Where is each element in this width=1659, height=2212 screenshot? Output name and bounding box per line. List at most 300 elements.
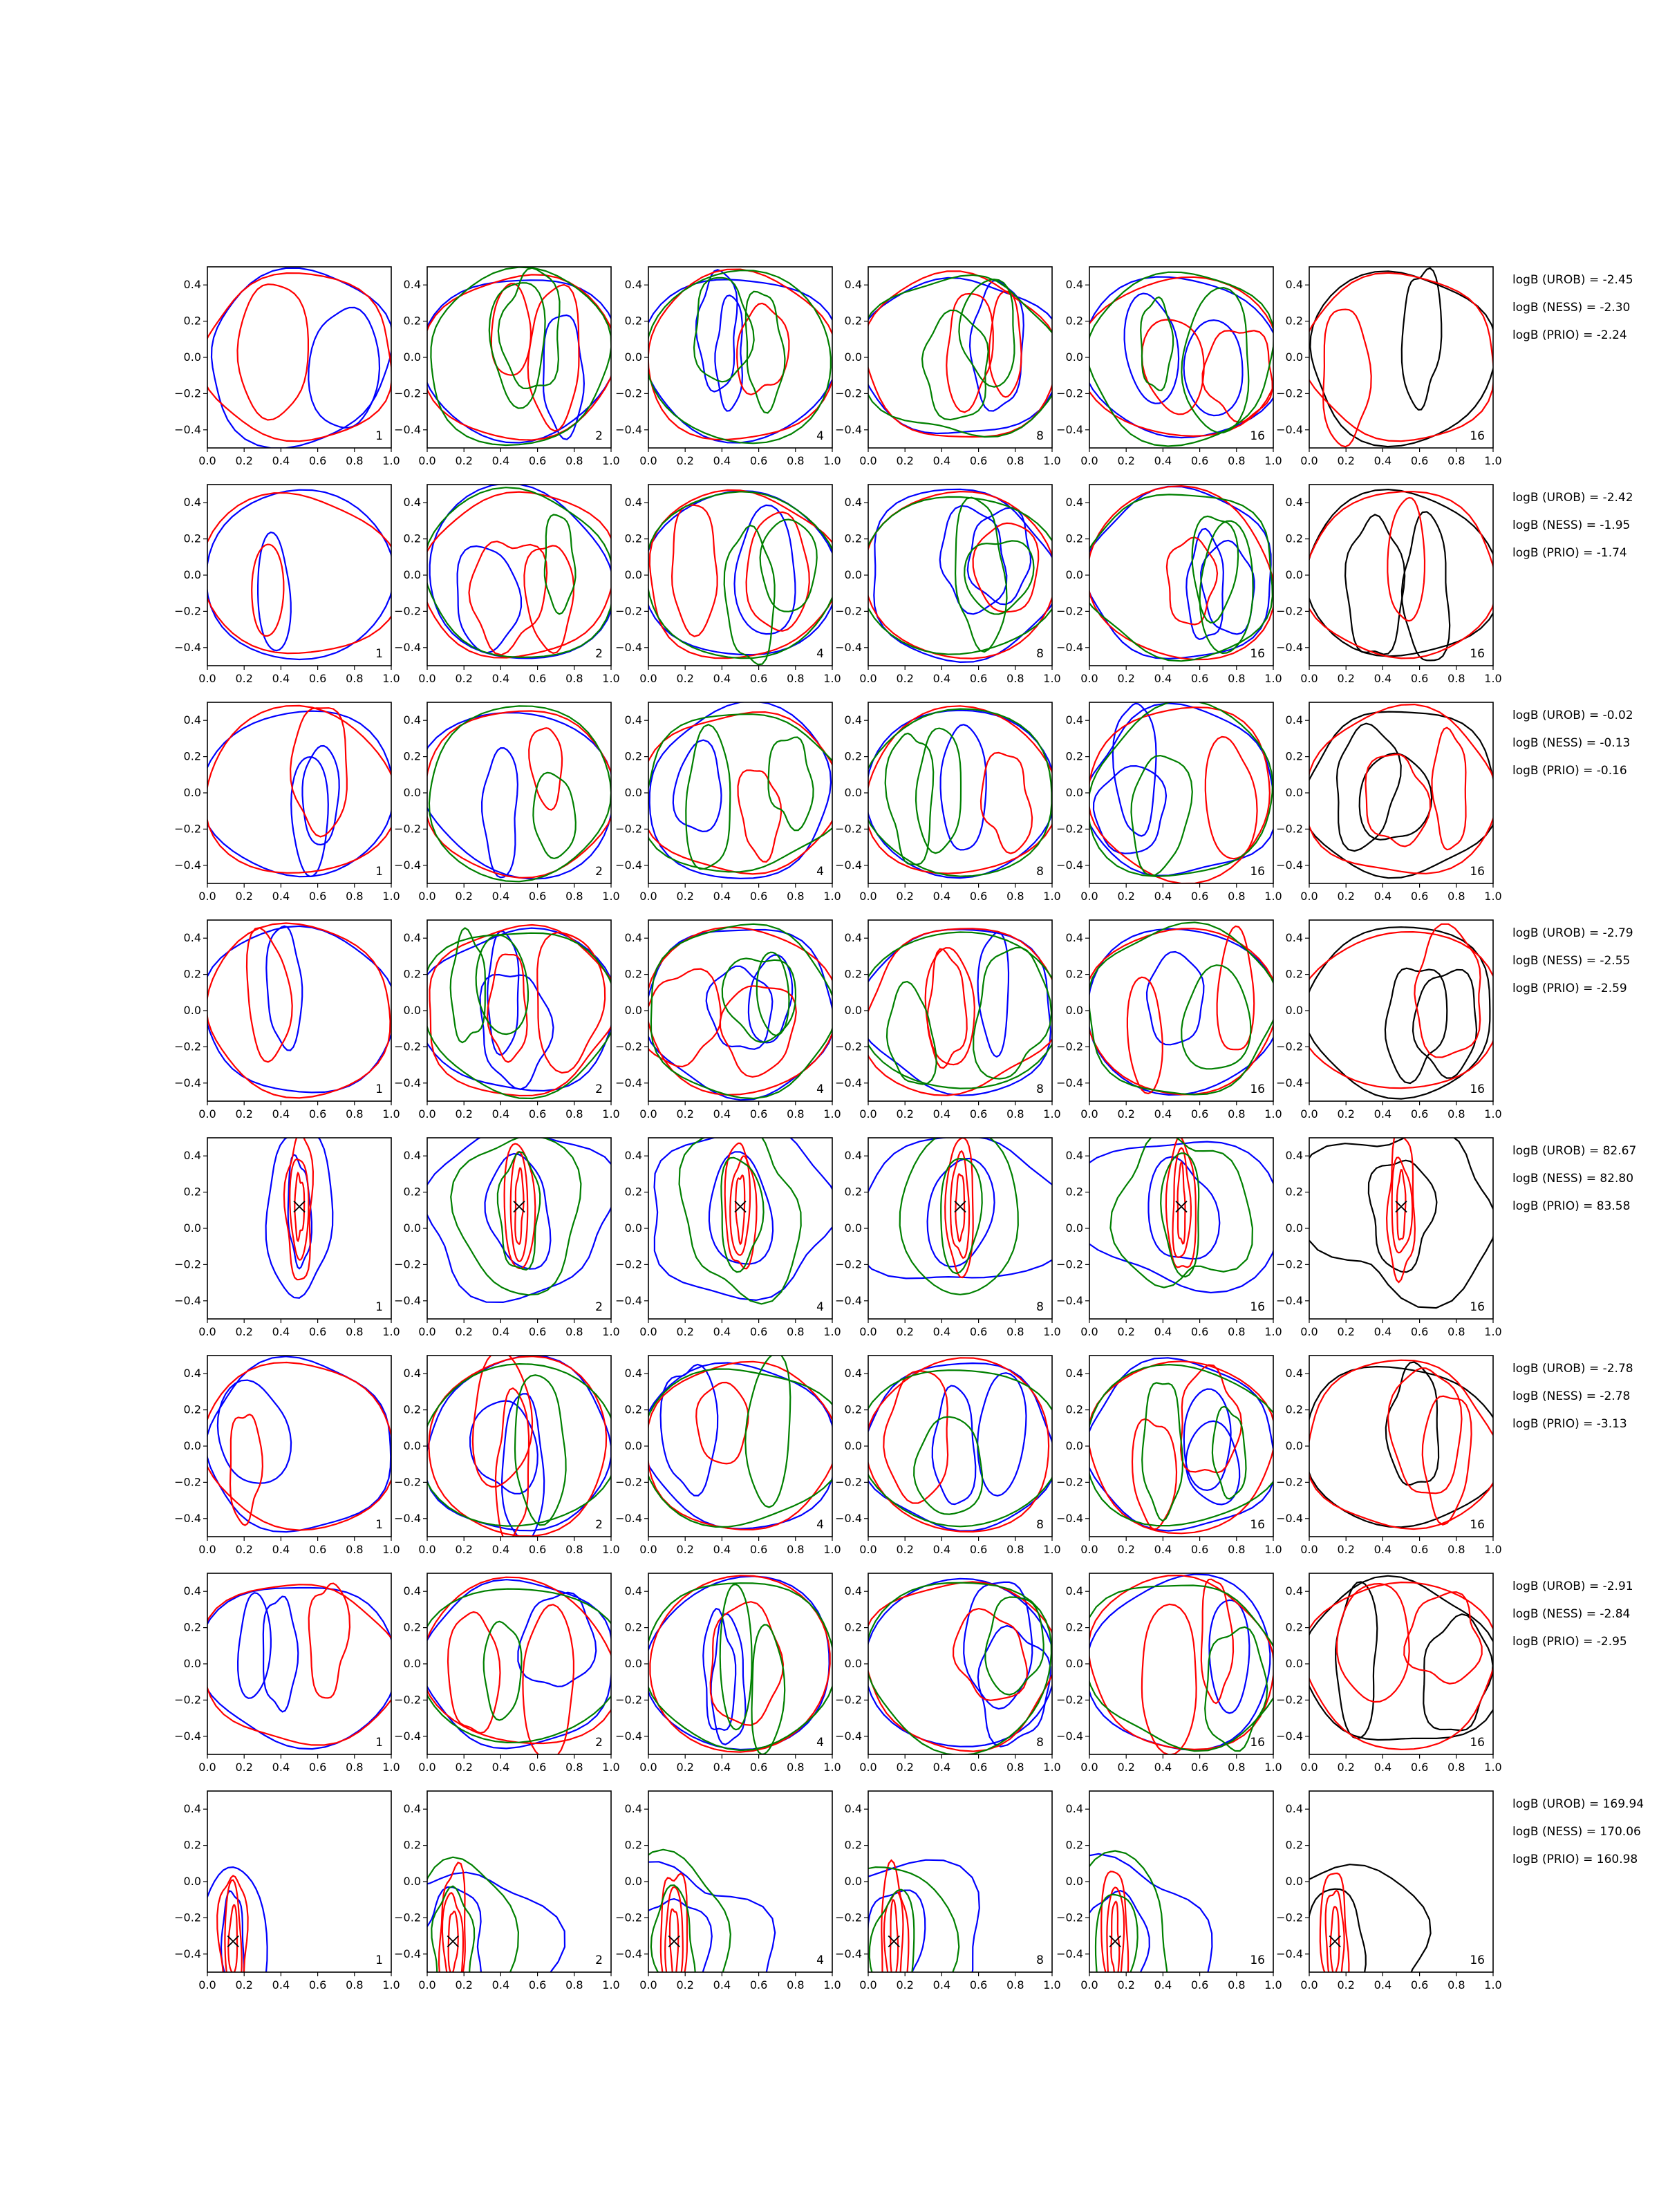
red-contour <box>252 545 283 636</box>
subplot-r8-c3 <box>566 1791 841 2045</box>
x-tick-label: 1.0 <box>1043 890 1061 903</box>
y-tick-label: −0.2 <box>174 1257 201 1271</box>
x-tick-label: 0.4 <box>713 454 731 467</box>
y-tick-label: 0.4 <box>403 1367 421 1380</box>
y-tick-label: −0.2 <box>1276 604 1303 618</box>
x-tick-label: 0.2 <box>1117 890 1135 903</box>
y-tick-label: −0.4 <box>174 422 201 436</box>
x-tick-label: 1.0 <box>1043 1325 1061 1338</box>
green-contour <box>859 275 1063 437</box>
y-tick-label: 0.0 <box>403 1439 421 1452</box>
y-tick-label: 0.0 <box>403 350 421 364</box>
y-tick-label: −0.2 <box>1276 386 1303 400</box>
subplot-r2-c6 <box>1276 485 1502 685</box>
logB-annotation: logB (UROB) = -2.78 <box>1512 1362 1633 1376</box>
green-contour <box>451 928 485 1043</box>
x-tick-label: 0.8 <box>1228 1543 1246 1556</box>
x-tick-label: 0.2 <box>676 1761 694 1774</box>
blue-contour <box>266 1132 333 1298</box>
subplot-r8-c1 <box>174 1791 400 2023</box>
y-tick-label: −0.4 <box>1276 1293 1303 1307</box>
subplot-r2-c1 <box>174 485 402 685</box>
x-tick-label: 0.6 <box>969 1978 988 1991</box>
x-tick-label: 0.4 <box>272 1543 290 1556</box>
x-tick-label: 1.0 <box>1043 672 1061 685</box>
x-tick-label: 1.0 <box>1264 1325 1282 1338</box>
y-tick-label: −0.2 <box>1056 822 1083 836</box>
y-tick-label: 0.4 <box>403 496 421 509</box>
x-tick-label: 0.8 <box>787 1761 805 1774</box>
y-tick-label: 0.4 <box>844 278 862 292</box>
x-tick-label: 0.4 <box>1374 1543 1392 1556</box>
x-tick-label: 0.2 <box>235 1761 253 1774</box>
green-contour <box>1181 965 1250 1069</box>
subplot-r2-c5 <box>1056 485 1282 685</box>
y-tick-label: 0.4 <box>1285 1584 1303 1598</box>
x-tick-label: 0.8 <box>787 1543 805 1556</box>
y-tick-label: 0.4 <box>403 1149 421 1163</box>
y-tick-label: 0.0 <box>183 1657 201 1670</box>
y-tick-label: 0.0 <box>1285 1657 1303 1670</box>
subplot-corner-label: 4 <box>816 1736 824 1750</box>
y-tick-label: 0.2 <box>1285 1403 1303 1416</box>
x-tick-label: 0.6 <box>1410 672 1429 685</box>
y-tick-label: 0.2 <box>1065 1838 1083 1852</box>
x-tick-label: 0.6 <box>749 672 768 685</box>
logB-annotation: logB (NESS) = -2.84 <box>1512 1607 1631 1621</box>
logB-annotation: logB (PRIO) = -1.74 <box>1512 546 1627 560</box>
y-tick-label: −0.4 <box>1056 640 1083 654</box>
x-tick-label: 1.0 <box>1484 1761 1502 1774</box>
red-contour <box>981 753 1032 854</box>
y-tick-label: −0.4 <box>615 1293 642 1307</box>
y-tick-label: −0.4 <box>394 1511 421 1525</box>
x-tick-label: 0.0 <box>198 672 216 685</box>
red-contour <box>422 274 617 440</box>
contour-lines <box>856 271 1063 437</box>
x-tick-label: 0.8 <box>346 890 364 903</box>
blue-contour <box>661 1365 718 1496</box>
x-tick-label: 0.2 <box>676 672 694 685</box>
y-tick-label: 0.4 <box>624 1367 642 1380</box>
subplot-r5-c4 <box>835 1130 1076 1338</box>
logB-annotation: logB (PRIO) = -2.59 <box>1512 982 1627 995</box>
x-tick-label: 0.6 <box>1410 1107 1429 1121</box>
logB-annotation: logB (PRIO) = 83.58 <box>1512 1199 1631 1213</box>
x-tick-label: 0.6 <box>308 1543 327 1556</box>
red-contour <box>1323 310 1371 447</box>
x-tick-label: 0.4 <box>1374 454 1392 467</box>
y-tick-label: 0.4 <box>183 931 201 945</box>
subplot-corner-label: 2 <box>595 865 603 879</box>
red-contour <box>1404 1592 1481 1684</box>
y-tick-label: −0.4 <box>1276 1729 1303 1743</box>
contour-lines <box>644 1575 835 1754</box>
green-contour <box>861 709 1051 877</box>
subplot-r6-c4 <box>835 1356 1062 1556</box>
subplot-corner-label: 1 <box>375 647 383 661</box>
y-tick-label: 0.0 <box>1285 1875 1303 1888</box>
x-tick-label: 0.8 <box>1447 1761 1465 1774</box>
x-tick-label: 0.8 <box>1228 1978 1246 1991</box>
y-tick-label: 0.0 <box>624 350 642 364</box>
x-tick-label: 1.0 <box>602 1761 620 1774</box>
y-tick-label: −0.4 <box>1276 640 1303 654</box>
black-contour <box>1306 489 1500 656</box>
x-tick-label: 0.4 <box>491 1761 510 1774</box>
x-tick-label: 0.4 <box>932 672 951 685</box>
y-tick-label: −0.2 <box>835 386 862 400</box>
blue-contour <box>644 930 834 1100</box>
x-tick-label: 1.0 <box>1264 1978 1282 1991</box>
blue-contour <box>977 1373 1026 1496</box>
y-tick-label: −0.2 <box>615 1475 642 1489</box>
x-tick-label: 0.8 <box>346 1543 364 1556</box>
x-tick-label: 0.6 <box>528 672 547 685</box>
y-tick-label: 0.4 <box>844 1149 862 1163</box>
y-tick-label: 0.2 <box>624 967 642 981</box>
x-tick-label: 0.0 <box>1080 1107 1098 1121</box>
subplot-r6-c1 <box>174 1356 400 1556</box>
axes-frame <box>1309 1791 1493 1972</box>
y-tick-label: 0.4 <box>844 496 862 509</box>
subplot-corner-label: 16 <box>1470 429 1485 443</box>
x-tick-label: 0.6 <box>749 1325 768 1338</box>
y-tick-label: −0.4 <box>835 640 862 654</box>
x-tick-label: 0.2 <box>896 1978 914 1991</box>
subplot-r7-c3 <box>615 1573 841 1774</box>
blue-contour <box>655 1125 839 1300</box>
y-tick-label: −0.2 <box>835 1911 862 1924</box>
y-tick-label: 0.0 <box>624 1004 642 1017</box>
contour-lines <box>203 1356 395 1532</box>
green-contour <box>959 279 1014 387</box>
y-tick-label: 0.0 <box>624 1439 642 1452</box>
x-tick-label: 0.0 <box>639 1761 657 1774</box>
y-tick-label: 0.2 <box>1065 314 1083 328</box>
y-tick-label: 0.2 <box>1285 532 1303 545</box>
y-tick-label: 0.2 <box>1065 532 1083 545</box>
axes-frame <box>1089 1138 1273 1319</box>
x-tick-label: 0.4 <box>272 890 290 903</box>
y-tick-label: 0.4 <box>624 931 642 945</box>
contour-lines <box>1027 1851 1212 2036</box>
x-tick-label: 0.0 <box>418 1978 436 1991</box>
y-tick-label: 0.4 <box>1285 931 1303 945</box>
subplot-r5-c3 <box>615 1125 841 1338</box>
red-contour <box>696 1382 748 1463</box>
subplot-corner-label: 4 <box>816 429 824 443</box>
contour-lines <box>1078 272 1283 447</box>
y-tick-label: −0.2 <box>394 1693 421 1707</box>
axes-frame <box>427 1138 611 1319</box>
contour-lines <box>641 1353 847 1530</box>
x-tick-label: 0.8 <box>346 454 364 467</box>
x-tick-label: 0.0 <box>1300 454 1318 467</box>
black-contour <box>1386 1362 1438 1485</box>
contour-lines <box>198 1867 268 2023</box>
y-tick-label: 0.4 <box>844 931 862 945</box>
y-tick-label: −0.4 <box>174 640 201 654</box>
y-tick-label: −0.2 <box>174 1040 201 1053</box>
y-tick-label: −0.2 <box>1276 822 1303 836</box>
x-tick-label: 1.0 <box>602 1543 620 1556</box>
red-contour <box>424 711 616 878</box>
x-tick-label: 0.4 <box>272 454 290 467</box>
green-contour <box>1142 1382 1183 1521</box>
y-tick-label: −0.4 <box>615 640 642 654</box>
contour-lines <box>791 1860 980 2038</box>
y-tick-label: −0.2 <box>1276 1911 1303 1924</box>
red-contour <box>1366 754 1431 846</box>
x-tick-label: 0.8 <box>565 454 583 467</box>
green-contour <box>484 1622 522 1721</box>
y-tick-label: −0.4 <box>394 858 421 872</box>
logB-annotation: logB (UROB) = -2.45 <box>1512 273 1633 287</box>
y-tick-label: −0.4 <box>1276 1947 1303 1960</box>
subplot-corner-label: 16 <box>1250 1300 1265 1314</box>
subplot-corner-label: 16 <box>1470 865 1485 879</box>
y-tick-label: 0.4 <box>624 1802 642 1816</box>
subplot-corner-label: 8 <box>1036 865 1044 879</box>
y-tick-label: −0.2 <box>394 604 421 618</box>
y-tick-label: 0.4 <box>1065 1802 1083 1816</box>
subplot-r4-c6 <box>1276 920 1502 1121</box>
y-tick-label: −0.4 <box>1056 1947 1083 1960</box>
y-tick-label: −0.2 <box>1276 1693 1303 1707</box>
black-contour <box>1385 968 1447 1083</box>
y-tick-label: −0.4 <box>1056 1729 1083 1743</box>
subplot-corner-label: 1 <box>375 429 383 443</box>
logB-annotation: logB (NESS) = 82.80 <box>1512 1172 1634 1185</box>
red-contour <box>309 1584 350 1698</box>
x-tick-label: 0.2 <box>676 1978 694 1991</box>
x-tick-label: 0.2 <box>235 672 253 685</box>
subplot-r1-c5 <box>1056 267 1283 467</box>
red-contour <box>1203 330 1273 422</box>
y-tick-label: 0.4 <box>624 496 642 509</box>
x-tick-label: 0.8 <box>1006 890 1024 903</box>
contour-lines <box>420 1351 618 1542</box>
y-tick-label: 0.2 <box>403 1620 421 1634</box>
x-tick-label: 0.2 <box>896 1761 914 1774</box>
x-tick-label: 0.6 <box>528 454 547 467</box>
y-tick-label: 0.0 <box>1065 786 1083 799</box>
y-tick-label: −0.2 <box>394 386 421 400</box>
y-tick-label: −0.2 <box>835 604 862 618</box>
subplot-r2-c3 <box>615 485 841 685</box>
x-tick-label: 0.2 <box>676 1107 694 1121</box>
x-tick-label: 1.0 <box>1264 1761 1282 1774</box>
y-tick-label: −0.4 <box>835 1293 862 1307</box>
x-tick-label: 0.4 <box>1154 672 1172 685</box>
x-tick-label: 0.4 <box>1154 890 1172 903</box>
x-tick-label: 0.6 <box>1190 1543 1209 1556</box>
x-tick-label: 0.8 <box>1006 1761 1024 1774</box>
x-tick-label: 0.8 <box>346 1325 364 1338</box>
green-contour <box>1110 1132 1253 1288</box>
subplot-corner-label: 8 <box>1036 1736 1044 1750</box>
contour-lines <box>861 706 1058 878</box>
x-tick-label: 0.8 <box>787 890 805 903</box>
subplot-corner-label: 16 <box>1250 1736 1265 1750</box>
subplot-corner-label: 16 <box>1470 1300 1485 1314</box>
x-tick-label: 0.2 <box>1337 1543 1355 1556</box>
red-contour <box>955 1174 964 1242</box>
x-tick-label: 0.0 <box>198 1107 216 1121</box>
y-tick-label: 0.0 <box>403 568 421 581</box>
contour-lines <box>861 489 1063 662</box>
y-tick-label: 0.0 <box>1285 1221 1303 1235</box>
subplot-r2-c2 <box>394 483 620 685</box>
contour-lines <box>202 490 403 659</box>
x-tick-label: 0.2 <box>455 454 473 467</box>
red-contour <box>1387 498 1425 621</box>
x-tick-label: 0.4 <box>1154 1543 1172 1556</box>
subplot-r3-c6 <box>1276 702 1502 903</box>
subplot-corner-label: 16 <box>1470 1082 1485 1096</box>
x-tick-label: 0.0 <box>198 890 216 903</box>
subplot-r3-c4 <box>835 702 1061 903</box>
x-tick-label: 0.0 <box>1300 672 1318 685</box>
subplot-r6-c2 <box>394 1351 620 1556</box>
subplot-corner-label: 2 <box>595 1300 603 1314</box>
x-tick-label: 1.0 <box>382 890 400 903</box>
y-tick-label: 0.0 <box>844 1221 862 1235</box>
x-tick-label: 0.8 <box>565 890 583 903</box>
x-tick-label: 0.4 <box>713 1107 731 1121</box>
axes-frame <box>207 1791 391 1972</box>
x-tick-label: 0.2 <box>235 1978 253 1991</box>
axes-frame <box>868 920 1052 1101</box>
subplot-corner-label: 2 <box>595 1953 603 1967</box>
x-tick-label: 1.0 <box>1484 1325 1502 1338</box>
contour-lines <box>859 1358 1062 1532</box>
red-contour <box>238 284 308 420</box>
x-tick-label: 0.4 <box>272 672 290 685</box>
subplot-r3-c5 <box>1056 700 1282 903</box>
black-contour <box>1335 1582 1377 1738</box>
x-tick-label: 0.4 <box>272 1325 290 1338</box>
y-tick-label: 0.0 <box>1065 1875 1083 1888</box>
x-tick-label: 0.0 <box>859 672 877 685</box>
x-tick-label: 0.4 <box>1374 1325 1392 1338</box>
subplot-corner-label: 8 <box>1036 1518 1044 1532</box>
x-tick-label: 0.8 <box>1228 1107 1246 1121</box>
x-tick-label: 0.0 <box>639 454 657 467</box>
y-tick-label: 0.4 <box>1065 278 1083 292</box>
y-tick-label: 0.2 <box>1285 1620 1303 1634</box>
y-tick-label: 0.4 <box>1065 931 1083 945</box>
subplot-corner-label: 1 <box>375 1082 383 1096</box>
subplot-corner-label: 16 <box>1470 1518 1485 1532</box>
blue-contour <box>418 713 614 879</box>
green-contour <box>642 1369 847 1527</box>
y-tick-label: −0.4 <box>615 422 642 436</box>
x-tick-label: 0.6 <box>1190 1978 1209 1991</box>
black-contour <box>1345 515 1405 655</box>
red-contour <box>646 927 838 1095</box>
x-tick-label: 0.4 <box>491 1543 510 1556</box>
axes-frame <box>868 1138 1052 1319</box>
x-tick-label: 0.6 <box>528 1543 547 1556</box>
subplot-r4-c4 <box>835 920 1061 1121</box>
x-tick-label: 0.0 <box>859 454 877 467</box>
red-contour <box>1181 1365 1241 1473</box>
red-contour <box>523 1604 574 1759</box>
contour-lines <box>418 706 616 881</box>
y-tick-label: 0.0 <box>624 1221 642 1235</box>
blue-contour <box>968 507 1031 604</box>
red-contour <box>529 728 562 809</box>
y-tick-label: 0.0 <box>844 1875 862 1888</box>
logB-annotation: logB (NESS) = -1.95 <box>1512 518 1631 532</box>
x-tick-label: 0.0 <box>418 672 436 685</box>
x-tick-label: 0.8 <box>1447 1543 1465 1556</box>
x-tick-label: 1.0 <box>602 890 620 903</box>
y-tick-label: 0.4 <box>624 1149 642 1163</box>
x-tick-label: 0.6 <box>528 1761 547 1774</box>
x-tick-label: 0.2 <box>1337 1325 1355 1338</box>
red-contour <box>469 541 547 655</box>
x-tick-label: 0.0 <box>639 1978 657 1991</box>
subplot-corner-label: 16 <box>1250 1082 1265 1096</box>
subplot-r6-c6 <box>1276 1356 1505 1556</box>
x-tick-label: 0.6 <box>1410 454 1429 467</box>
subplot-corner-label: 16 <box>1250 1953 1265 1967</box>
x-tick-label: 1.0 <box>1264 672 1282 685</box>
blue-contour <box>749 955 792 1043</box>
y-tick-label: 0.0 <box>403 786 421 799</box>
x-tick-label: 0.4 <box>1154 454 1172 467</box>
x-tick-label: 0.0 <box>1080 1325 1098 1338</box>
y-tick-label: −0.4 <box>1276 422 1303 436</box>
x-tick-label: 0.6 <box>1190 454 1209 467</box>
y-tick-label: −0.4 <box>835 1729 862 1743</box>
y-tick-label: 0.2 <box>1065 1620 1083 1634</box>
y-tick-label: 0.4 <box>844 713 862 727</box>
x-tick-label: 0.0 <box>418 1543 436 1556</box>
y-tick-label: −0.4 <box>835 422 862 436</box>
blue-contour <box>1125 294 1179 404</box>
x-tick-label: 0.8 <box>787 672 805 685</box>
contour-lines <box>1232 1864 1431 2036</box>
y-tick-label: 0.2 <box>183 967 201 981</box>
x-tick-label: 0.4 <box>491 1325 510 1338</box>
x-tick-label: 0.4 <box>932 1761 951 1774</box>
green-contour <box>745 1353 790 1508</box>
x-tick-label: 1.0 <box>823 1107 841 1121</box>
x-tick-label: 1.0 <box>823 672 841 685</box>
subplot-corner-label: 2 <box>595 1518 603 1532</box>
contour-lines <box>1302 268 1497 447</box>
black-contour <box>1337 724 1401 852</box>
subplot-corner-label: 16 <box>1470 1736 1485 1750</box>
x-tick-label: 0.8 <box>1228 672 1246 685</box>
contour-lines <box>203 924 396 1098</box>
subplot-r6-c5 <box>1056 1356 1286 1556</box>
x-tick-label: 0.8 <box>1228 454 1246 467</box>
y-tick-label: −0.4 <box>1276 1511 1303 1525</box>
subplot-corner-label: 8 <box>1036 1082 1044 1096</box>
x-tick-label: 1.0 <box>1484 1543 1502 1556</box>
x-tick-label: 0.4 <box>1374 1761 1392 1774</box>
contour-lines <box>641 701 849 879</box>
y-tick-label: 0.2 <box>403 1838 421 1852</box>
blue-contour <box>485 1154 551 1269</box>
x-tick-label: 0.4 <box>932 1325 951 1338</box>
x-tick-label: 1.0 <box>602 672 620 685</box>
